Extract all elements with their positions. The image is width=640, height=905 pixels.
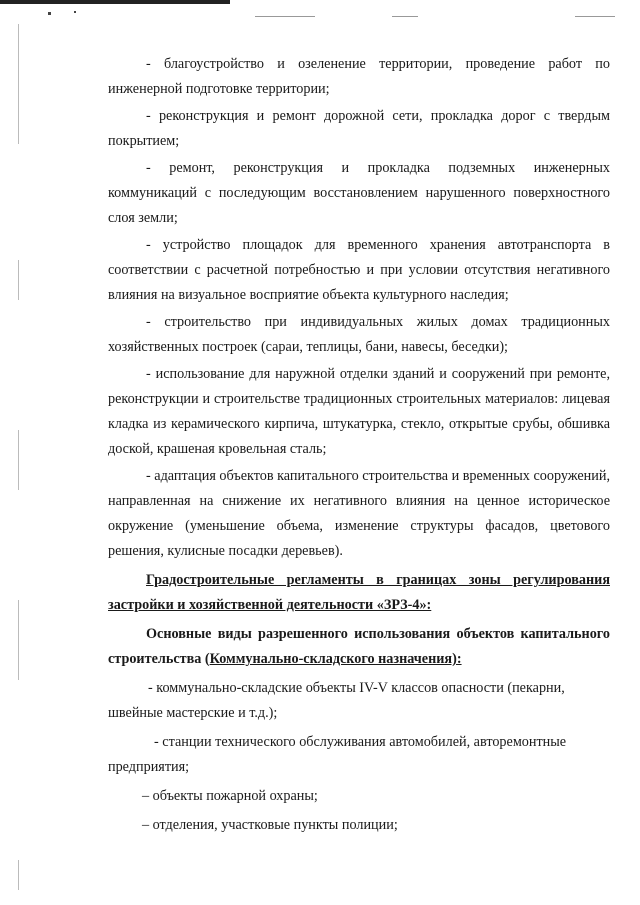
scan-artifact (255, 16, 315, 17)
list-paragraph: - устройство площадок для временного хранения автотранспорта в соответствии с расчетной потребностью и при условии отсутствия негативного влияния на визуальное восприятие объекта культурного наследия; (108, 237, 610, 303)
scan-artifact (74, 11, 76, 13)
use-item: - коммунально-складские объекты IV-V классов опасности (пекарни, швейные мастерские и т.д.); (108, 680, 565, 721)
list-paragraph: - реконструкция и ремонт дорожной сети, прокладка дорог с твердым покрытием; (108, 108, 610, 149)
list-paragraph: - ремонт, реконструкция и прокладка подземных инженерных коммуникаций с последующим восстановлением нарушенного поверхностного слоя земли; (108, 160, 610, 226)
list-paragraph: - строительство при индивидуальных жилых домах традиционных хозяйственных построек (сараи, теплицы, бани, навесы, беседки); (108, 314, 610, 355)
heading-underlined: Коммунально-складского назначения): (209, 651, 462, 667)
heading-prefix: Основные виды разрешенного использования объектов капитального строительства ( (108, 626, 610, 667)
scan-edge-line (0, 0, 230, 4)
use-item: – объекты пожарной охраны; (142, 788, 318, 804)
scan-artifact (18, 430, 19, 490)
section-heading-main-uses (108, 622, 610, 672)
use-item: - станции технического обслуживания автомобилей, авторемонтные предприятия; (108, 734, 567, 775)
scan-artifact (575, 16, 615, 17)
scan-artifact (18, 24, 19, 144)
list-paragraph: - адаптация объектов капитального строительства и временных сооружений, направленная на снижение их негативного влияния на ценное историческое окружение (уменьшение объема, изменение структуры фасадов, цветового решения, кулисные посадки деревьев). (108, 468, 610, 559)
scan-artifact (18, 860, 19, 890)
section-heading-regulations: Градостроительные регламенты в границах зоны регулирования застройки и хозяйственной деятельности «ЗРЗ-4»: (108, 572, 610, 613)
scan-artifact (48, 12, 51, 15)
use-item: – отделения, участковые пункты полиции; (142, 817, 398, 833)
list-paragraph: - благоустройство и озеленение территории, проведение работ по инженерной подготовке территории; (108, 56, 610, 97)
scan-artifact (18, 260, 19, 300)
document-body (108, 52, 610, 838)
list-paragraph: - использование для наружной отделки зданий и сооружений при ремонте, реконструкции и строительстве традиционных строительных материалов: лицевая кладка из керамического кирпича, штукатурка, стекло, открытые срубы, обшивка доской, крашеная кровельная сталь; (108, 366, 610, 457)
scan-artifact (18, 600, 19, 680)
scan-artifact (392, 16, 418, 17)
